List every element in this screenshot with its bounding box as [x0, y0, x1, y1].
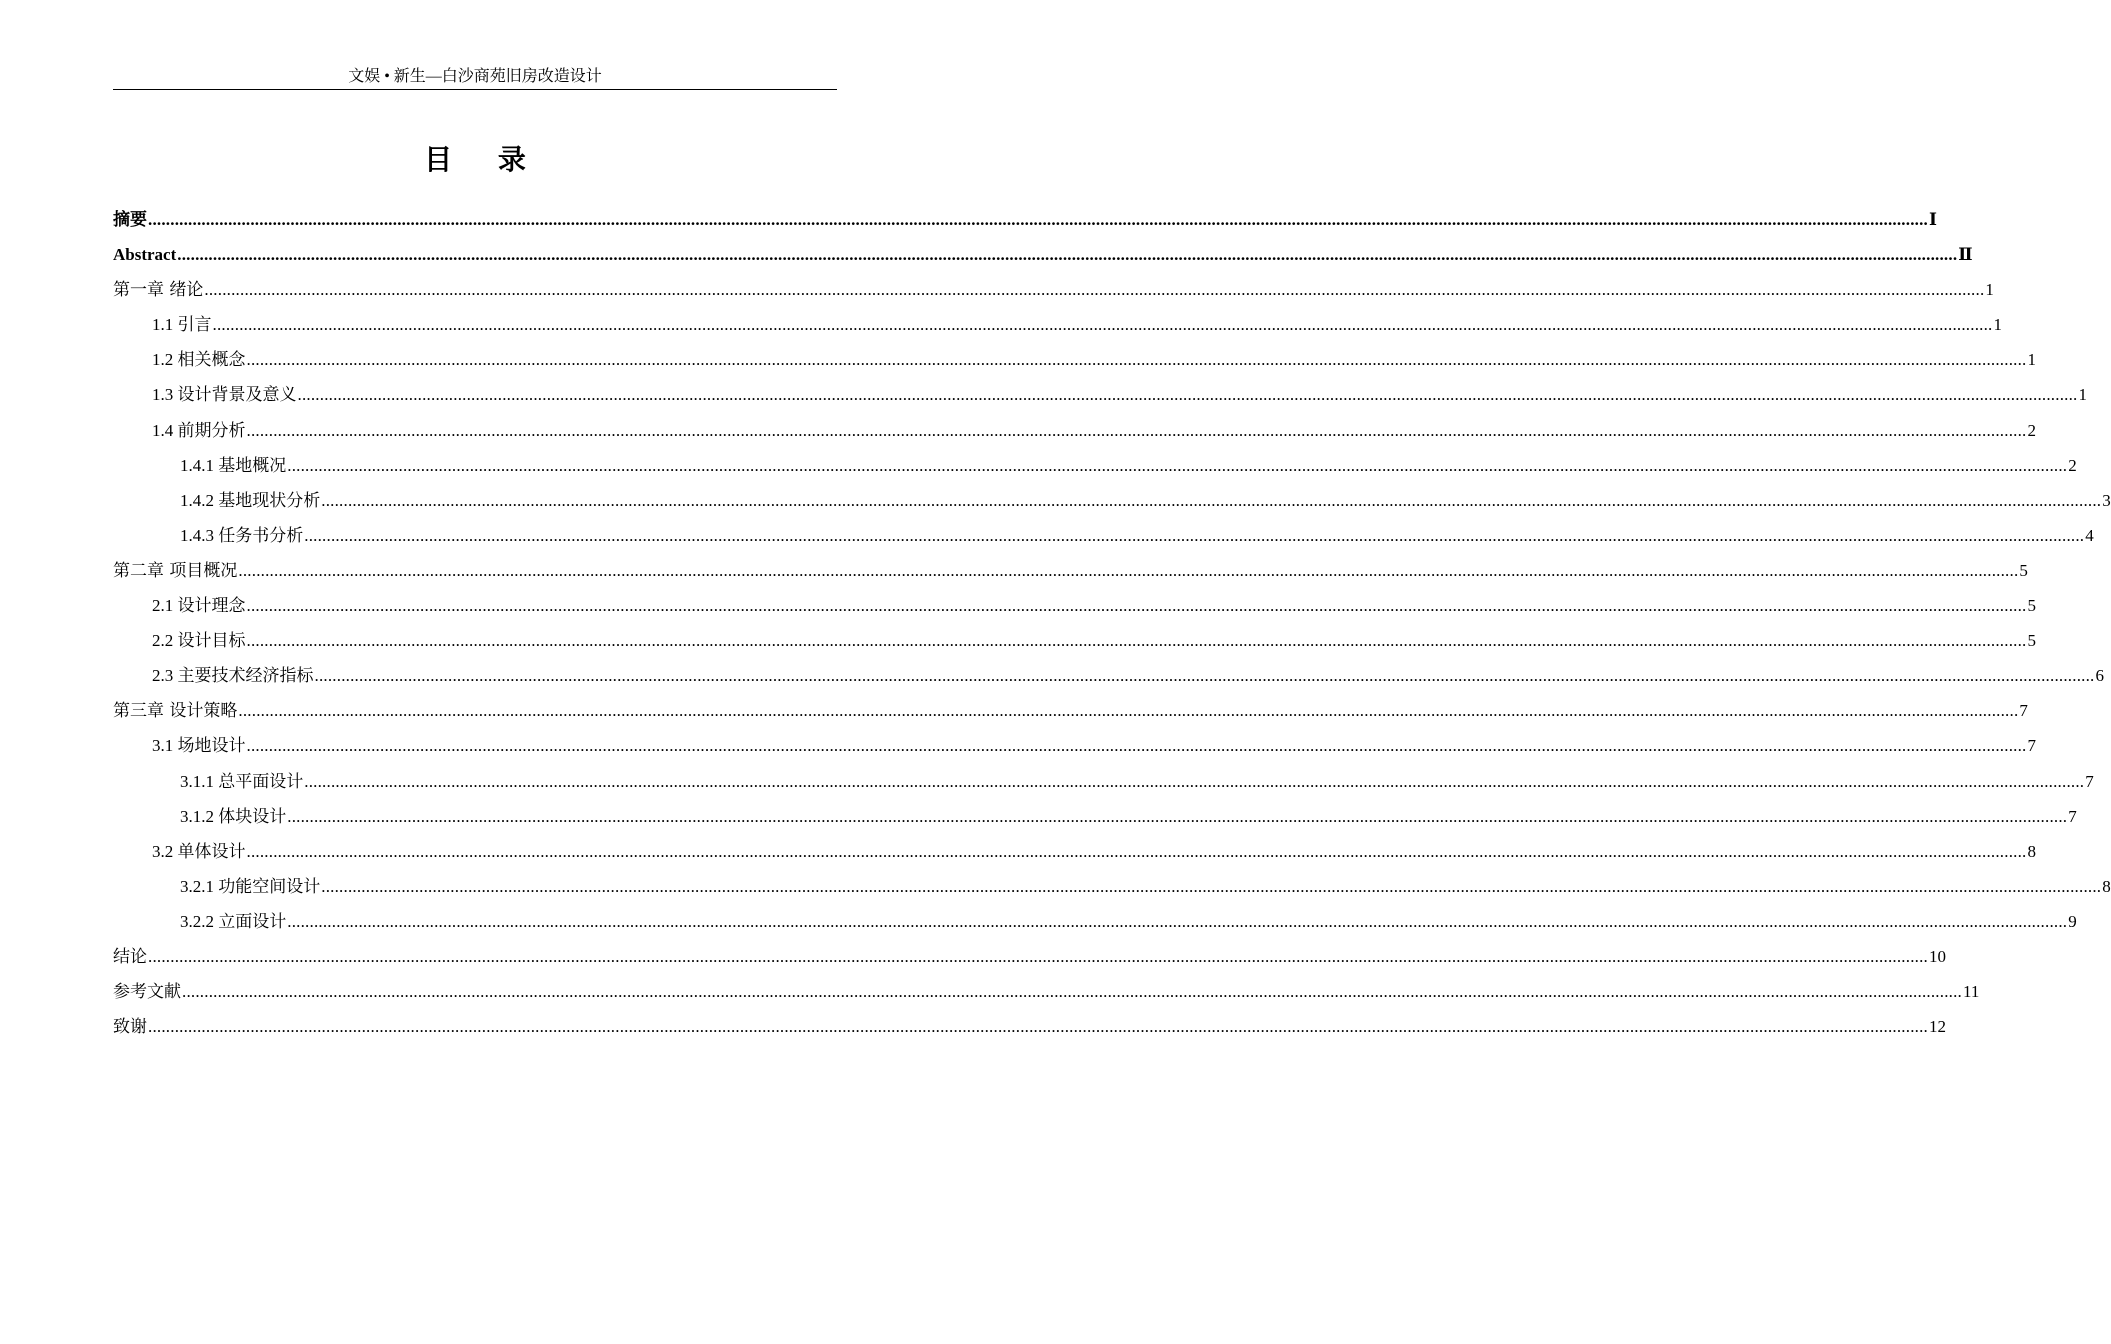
page-header — [113, 66, 837, 90]
toc-entry[interactable] — [113, 588, 2036, 623]
toc-entry-page: 9 — [2068, 911, 2077, 931]
toc-entry-page: 4 — [2085, 525, 2094, 545]
toc-entry[interactable] — [113, 658, 2104, 693]
toc-entry[interactable] — [113, 869, 2111, 904]
toc-leader-dots: ................................................................................................................................................................................................................................................................................................................................................................................................................ — [246, 596, 2027, 616]
toc-leader-dots: ................................................................................................................................................................................................................................................................................................................................................................................................................ — [246, 841, 2027, 861]
toc-entry[interactable] — [113, 237, 1973, 272]
toc-entry-page: 10 — [1929, 946, 1946, 966]
toc-entry[interactable] — [113, 939, 1946, 974]
toc-entry-page: 5 — [2027, 596, 2036, 616]
toc-entry-page: 7 — [2019, 701, 2028, 721]
toc-entry-page: 11 — [1963, 982, 1980, 1002]
toc-entry-page: 1 — [1985, 280, 1994, 300]
toc-entry-page: Ⅱ — [1958, 245, 1973, 265]
toc-entry-label: 1.2 相关概念 — [152, 350, 246, 370]
toc-entry-page: 1 — [1993, 315, 2002, 335]
toc-entry[interactable] — [113, 307, 2002, 342]
toc-entry[interactable] — [113, 272, 1994, 307]
toc-entry-page: 1 — [2027, 350, 2036, 370]
toc-leader-dots: ................................................................................................................................................................................................................................................................................................................................................................................................................ — [246, 631, 2027, 651]
toc-entry-label: 结论 — [113, 946, 147, 967]
toc-entry-page: 1 — [2078, 385, 2087, 405]
page-title: 目 录 — [424, 143, 544, 176]
toc-leader-dots: ................................................................................................................................................................................................................................................................................................................................................................................................................ — [148, 946, 1928, 966]
toc-entry[interactable] — [113, 448, 2077, 483]
toc-entry-page: 7 — [2027, 736, 2036, 756]
toc-entry[interactable] — [113, 764, 2094, 799]
toc-entry-label: 1.4.2 基地现状分析 — [180, 490, 321, 510]
toc-leader-dots: ................................................................................................................................................................................................................................................................................................................................................................................................................ — [238, 560, 2019, 580]
toc-entry-page: 2 — [2068, 455, 2077, 475]
toc-leader-dots: ................................................................................................................................................................................................................................................................................................................................................................................................................ — [212, 315, 1993, 335]
toc-entry[interactable] — [113, 799, 2077, 834]
toc-entry[interactable] — [113, 553, 2028, 588]
toc-entry[interactable] — [113, 728, 2036, 763]
toc-leader-dots: ................................................................................................................................................................................................................................................................................................................................................................................................................ — [321, 490, 2102, 510]
header-text: 文娱 • 新生—白沙商苑旧房改造设计 — [348, 68, 602, 85]
toc-entry-label: 1.4.3 任务书分析 — [180, 525, 304, 545]
toc-leader-dots: ................................................................................................................................................................................................................................................................................................................................................................................................................ — [182, 982, 1962, 1002]
toc-entry[interactable] — [113, 904, 2077, 939]
toc-entry[interactable] — [113, 202, 1937, 237]
toc-entry[interactable] — [113, 693, 2028, 728]
toc-entry[interactable] — [113, 413, 2036, 448]
toc-leader-dots: ................................................................................................................................................................................................................................................................................................................................................................................................................ — [246, 736, 2027, 756]
toc-entry-label: 致谢 — [113, 1017, 147, 1038]
toc-leader-dots: ................................................................................................................................................................................................................................................................................................................................................................................................................ — [148, 210, 1928, 229]
toc-entry[interactable] — [113, 518, 2094, 553]
toc-entry-label: 第二章 项目概况 — [113, 560, 238, 581]
toc-leader-dots: ................................................................................................................................................................................................................................................................................................................................................................................................................ — [287, 455, 2068, 475]
toc-entry-page: 6 — [2095, 666, 2104, 686]
toc-entry-page: 7 — [2068, 806, 2077, 826]
toc-entry[interactable] — [113, 342, 2036, 377]
toc-entry[interactable] — [113, 483, 2111, 518]
toc-leader-dots: ................................................................................................................................................................................................................................................................................................................................................................................................................ — [287, 806, 2068, 826]
toc-leader-dots: ................................................................................................................................................................................................................................................................................................................................................................................................................ — [321, 876, 2102, 896]
toc-entry-page: 3 — [2102, 490, 2111, 510]
toc-entry-page: 5 — [2019, 560, 2028, 580]
toc-entry[interactable] — [113, 1009, 1946, 1044]
toc-leader-dots: ................................................................................................................................................................................................................................................................................................................................................................................................................ — [204, 280, 1985, 300]
toc-entry-label: 1.4 前期分析 — [152, 420, 246, 440]
toc-entry-page: 5 — [2027, 631, 2036, 651]
toc-entry-label: Abstract — [113, 245, 177, 265]
toc-leader-dots: ................................................................................................................................................................................................................................................................................................................................................................................................................ — [148, 1017, 1928, 1037]
toc-entry-page: 8 — [2102, 876, 2111, 896]
toc-leader-dots: ................................................................................................................................................................................................................................................................................................................................................................................................................ — [297, 385, 2078, 405]
toc-entry-label: 2.2 设计目标 — [152, 631, 246, 651]
toc-entry-page: 8 — [2027, 841, 2036, 861]
toc-entry-label: 1.1 引言 — [152, 315, 212, 335]
toc-entry-label: 第三章 设计策略 — [113, 701, 238, 722]
toc-leader-dots: ................................................................................................................................................................................................................................................................................................................................................................................................................ — [246, 420, 2027, 440]
toc-entry-label: 3.2.1 功能空间设计 — [180, 876, 321, 896]
toc-entry-label: 3.1.1 总平面设计 — [180, 771, 304, 791]
toc-entry[interactable] — [113, 377, 2087, 412]
table-of-contents — [113, 202, 2111, 1044]
toc-entry[interactable] — [113, 623, 2036, 658]
toc-entry-label: 3.1.2 体块设计 — [180, 806, 287, 826]
toc-leader-dots: ................................................................................................................................................................................................................................................................................................................................................................................................................ — [238, 701, 2019, 721]
toc-entry-label: 第一章 绪论 — [113, 280, 204, 301]
toc-entry[interactable] — [113, 834, 2036, 869]
toc-entry-page: 2 — [2027, 420, 2036, 440]
toc-entry-label: 2.1 设计理念 — [152, 596, 246, 616]
toc-entry-page: Ⅰ — [1929, 210, 1937, 229]
toc-entry-page: 7 — [2085, 771, 2094, 791]
toc-entry-label: 1.3 设计背景及意义 — [152, 385, 297, 405]
toc-entry-label: 2.3 主要技术经济指标 — [152, 666, 314, 686]
toc-entry-label: 3.2 单体设计 — [152, 841, 246, 861]
toc-leader-dots: ................................................................................................................................................................................................................................................................................................................................................................................................................ — [314, 666, 2095, 686]
toc-entry-label: 3.2.2 立面设计 — [180, 911, 287, 931]
toc-leader-dots: ................................................................................................................................................................................................................................................................................................................................................................................................................ — [304, 525, 2085, 545]
toc-leader-dots: ................................................................................................................................................................................................................................................................................................................................................................................................................ — [246, 350, 2027, 370]
toc-leader-dots: ................................................................................................................................................................................................................................................................................................................................................................................................................ — [304, 771, 2085, 791]
toc-entry[interactable] — [113, 974, 1980, 1009]
toc-entry-page: 12 — [1929, 1017, 1946, 1037]
toc-entry-label: 1.4.1 基地概况 — [180, 455, 287, 475]
toc-entry-label: 参考文献 — [113, 982, 181, 1003]
toc-entry-label: 摘要 — [113, 210, 147, 229]
toc-entry-label: 3.1 场地设计 — [152, 736, 246, 756]
toc-leader-dots: ................................................................................................................................................................................................................................................................................................................................................................................................................ — [177, 245, 1958, 265]
toc-leader-dots: ................................................................................................................................................................................................................................................................................................................................................................................................................ — [287, 911, 2068, 931]
